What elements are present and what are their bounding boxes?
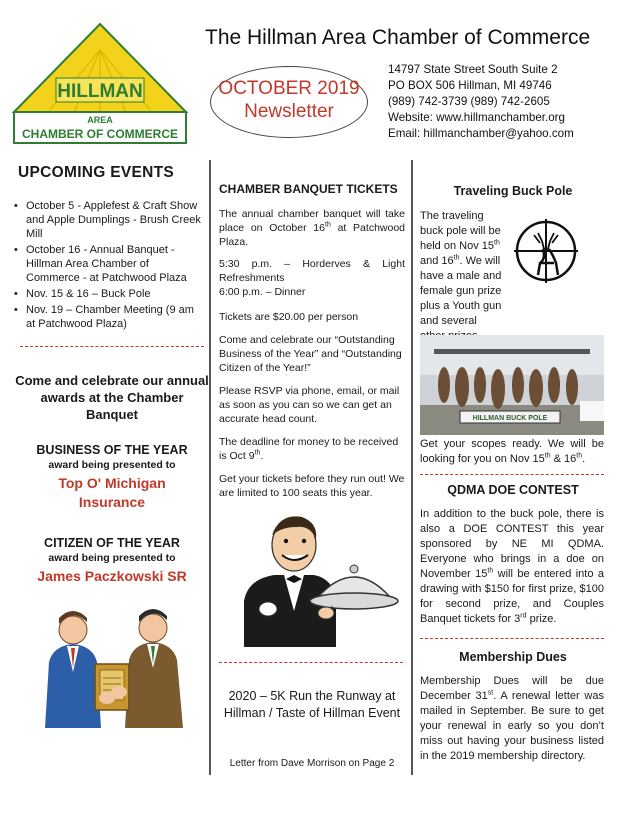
section-divider [219, 662, 403, 663]
deadline-main: The deadline for money to be received is Oct 9 [219, 436, 399, 462]
logo-text-top: HILLMAN [57, 81, 143, 102]
banquet-schedule [219, 257, 405, 299]
membership-dues-title: Membership Dues [459, 650, 567, 664]
ordinal: st [487, 689, 494, 697]
issue-month: OCTOBER 2019 [218, 78, 360, 99]
waiter-illustration [222, 505, 400, 647]
photo-banner-text: HILLMAN BUCK POLE [472, 415, 548, 422]
logo-text-mid: AREA [87, 115, 113, 125]
contact-po-box: PO BOX 506 Hillman, MI 49746 [388, 79, 552, 92]
scopes-end: . [582, 453, 586, 465]
rsvp-text: Please RSVP via phone, email, or mail as soon as you can so we can get an accurate head count. [219, 385, 400, 425]
deadline-end: . [260, 450, 264, 462]
ordinal: th [544, 452, 551, 460]
upcoming-events-title: UPCOMING EVENTS [18, 164, 175, 181]
ordinal: th [576, 452, 583, 460]
column-divider-right [411, 160, 413, 775]
issue-badge [210, 66, 368, 138]
letter-note: Letter from Dave Morrison on Page 2 [229, 758, 395, 769]
banquet-celebrate-text: Come and celebrate our “Outstanding Business of the Year” and “Outstanding Citizen of the Year!” [219, 334, 402, 374]
issue-label: Newsletter [244, 101, 334, 122]
ordinal: th [254, 449, 261, 457]
buck-pole-photo [420, 335, 604, 435]
buck-text: and 16 [420, 255, 454, 267]
banquet-paragraph [219, 207, 405, 249]
buck-pole-text-narrow [420, 209, 504, 344]
business-award-recipient: Top O' Michigan Insurance [58, 475, 166, 510]
banquet-tickets-title: CHAMBER BANQUET TICKETS [219, 182, 398, 196]
awards-intro: Come and celebrate our annual awards at the Chamber Banquet [15, 373, 209, 422]
schedule-refreshments: 5:30 p.m. – Horderves & Light Refreshments [219, 258, 405, 284]
qdma-end: prize. [526, 613, 557, 625]
business-award [14, 443, 210, 512]
business-award-title: BUSINESS OF THE YEAR [36, 443, 188, 457]
chamber-logo [8, 20, 193, 145]
ordinal: th [494, 239, 500, 247]
citizen-award [14, 536, 210, 586]
citizen-award-subtitle: award being presented to [48, 552, 176, 564]
contact-address: 14797 State Street South Suite 2 [388, 63, 558, 76]
logo-text-bottom: CHAMBER OF COMMERCE [22, 127, 178, 141]
qdma-text [420, 507, 604, 627]
ticket-urgency-text: Get your tickets before they run out! We are limited to 100 seats this year. [219, 473, 405, 499]
banquet-text: The annual chamber banquet will take place on October 16 [219, 208, 405, 234]
scopes-main: Get your scopes ready. We will be looking for you on Nov 15 [420, 438, 604, 465]
handshake-illustration [35, 602, 190, 730]
membership-dues-text [420, 674, 604, 764]
citizen-award-recipient: James Paczkowski SR [37, 568, 187, 584]
ordinal: rd [520, 612, 527, 620]
newsletter-title: The Hillman Area Chamber of Commerce [205, 26, 591, 49]
buck-pole-title: Traveling Buck Pole [453, 184, 573, 198]
schedule-dinner: 6:00 p.m. – Dinner [219, 286, 306, 298]
business-award-subtitle: award being presented to [48, 459, 176, 471]
contact-block [388, 62, 574, 142]
contact-phones: (989) 742-3739 (989) 742-2605 [388, 95, 550, 108]
deadline-text [219, 435, 405, 463]
ticket-price: Tickets are $20.00 per person [219, 311, 359, 323]
scopes-mid: & 16 [550, 453, 577, 465]
event-item: • October 5 - Applefest & Craft Show and Apple Dumplings - Brush Creek Mill [12, 199, 204, 241]
run-event-text: 2020 – 5K Run the Runway at Hillman / Taste of Hillman Event [223, 689, 401, 720]
section-divider [420, 474, 604, 475]
deer-crosshair-icon [514, 219, 578, 283]
ordinal: th [325, 221, 331, 229]
dues-rest: . A renewal letter was mailed in September. Be sure to get your renewal in early so you don’t miss out having your business listed in the 2019 membership directory. [420, 690, 604, 762]
dues-main: Membership Dues will be due December 31 [420, 675, 604, 702]
ordinal: th [453, 254, 460, 262]
events-list [12, 199, 204, 333]
buck-text: . We will have a male and female gun prize plus a Youth gun and several [420, 255, 502, 327]
buck-text: The traveling buck pole will be held on Nov 15 [420, 210, 501, 252]
contact-website: Website: www.hillmanchamber.org [388, 111, 565, 124]
event-item: • Nov. 19 – Chamber Meeting (9 am at Patchwood Plaza) [12, 303, 204, 331]
section-divider [420, 638, 604, 639]
citizen-award-title: CITIZEN OF THE YEAR [44, 536, 180, 550]
qdma-main: In addition to the buck pole, there is also a DOE CONTEST this year sponsored by NE MI QDMA. Everyone who brings in a doe on November 15 [420, 508, 604, 580]
qdma-mid: will be entered into a drawing with $150 for first prize, $100 for second prize, and Couples Banquet tickets for 3 [420, 568, 604, 625]
event-item: • Nov. 15 & 16 – Buck Pole [12, 287, 204, 301]
section-divider [20, 346, 204, 347]
scopes-text [420, 437, 604, 467]
event-item: • October 16 - Annual Banquet - Hillman Area Chamber of Commerce - at Patchwood Plaza [12, 243, 204, 285]
qdma-title: QDMA DOE CONTEST [447, 483, 579, 497]
contact-email: Email: hillmanchamber@yahoo.com [388, 127, 574, 140]
banquet-text: at Patchwood Plaza. [219, 222, 406, 248]
ordinal: th [487, 567, 494, 575]
